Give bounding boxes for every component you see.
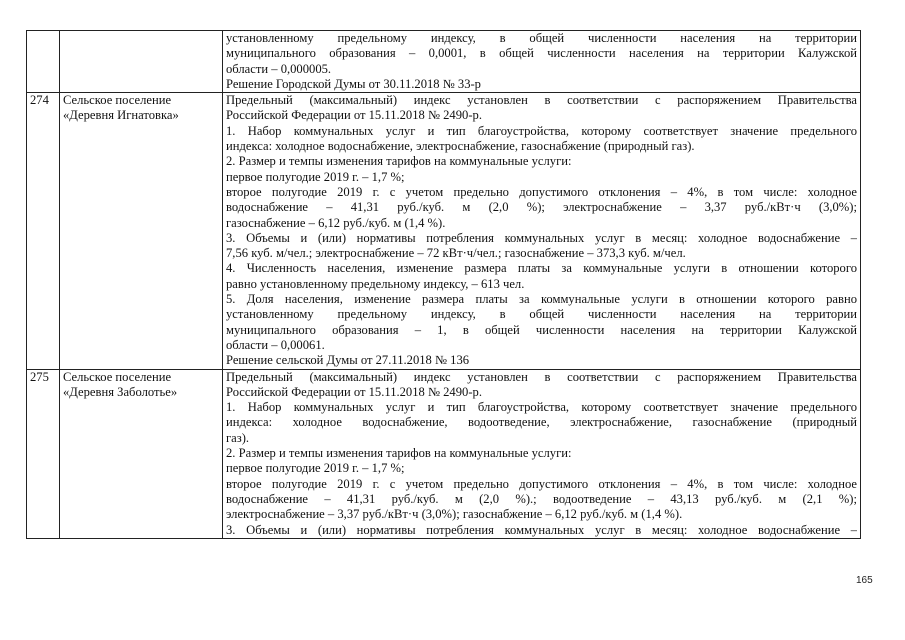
description-line: водоснабжение – 41,31 руб./куб. м (2,0 %); электроснабжение – 3,37 руб./кВт·ч (3,0%); bbox=[226, 200, 857, 215]
tariff-description-cell bbox=[223, 93, 861, 369]
description-line: 3. Объемы и (или) нормативы потребления коммунальных услуг в месяц: холодное водоснабжение – bbox=[226, 230, 857, 245]
row-number-cell bbox=[27, 31, 60, 93]
settlement-name-cell bbox=[60, 369, 223, 538]
description-line: Российской Федерации от 15.11.2018 № 2490-р. bbox=[226, 108, 482, 123]
table-row bbox=[27, 93, 861, 369]
description-line: Предельный (максимальный) индекс установлен в соответствии с распоряжением Правительства bbox=[226, 369, 857, 384]
settlement-name-line: «Деревня Игнатовка» bbox=[63, 108, 179, 123]
description-line: Российской Федерации от 15.11.2018 № 2490-р. bbox=[226, 384, 482, 399]
page-number: 165 bbox=[856, 575, 873, 586]
description-line: муниципального образования – 1, в общей численности населения на территории Калужской bbox=[226, 322, 857, 337]
document-table-body bbox=[27, 31, 861, 539]
description-line: газ). bbox=[226, 430, 250, 445]
tariff-description-cell bbox=[223, 31, 861, 93]
description-line: второе полугодие 2019 г. с учетом предельно допустимого отклонения – 4%, в том числе: холодное bbox=[226, 184, 857, 199]
description-line: 3. Объемы и (или) нормативы потребления коммунальных услуг в месяц: холодное водоснабжение – bbox=[226, 522, 857, 537]
description-line: области – 0,00061. bbox=[226, 337, 325, 352]
document-table bbox=[26, 30, 861, 539]
description-line: индекса: холодное водоснабжение, водоотведение, электроснабжение, газоснабжение (природный bbox=[226, 415, 857, 430]
description-line: 7,56 куб. м/чел.; электроснабжение – 72 кВт·ч/чел.; газоснабжение – 373,3 куб. м/чел. bbox=[226, 246, 686, 261]
description-line: первое полугодие 2019 г. – 1,7 %; bbox=[226, 169, 405, 184]
description-line: электроснабжение – 3,37 руб./кВт·ч (3,0%); газоснабжение – 6,12 руб./куб. м (1,4 %). bbox=[226, 507, 683, 522]
description-line: Предельный (максимальный) индекс установлен в соответствии с распоряжением Правительства bbox=[226, 93, 857, 108]
description-line: 1. Набор коммунальных услуг и тип благоустройства, которому соответствует значение предельного bbox=[226, 400, 857, 415]
description-line: 2. Размер и темпы изменения тарифов на коммунальные услуги: bbox=[226, 154, 572, 169]
row-number-cell: 274 bbox=[27, 93, 60, 369]
description-line: 1. Набор коммунальных услуг и тип благоустройства, которому соответствует значение предельного bbox=[226, 123, 857, 138]
description-line: равно установленному предельному индексу, – 613 чел. bbox=[226, 276, 525, 291]
description-line: индекса: холодное водоснабжение, электроснабжение, газоснабжение (природный газ). bbox=[226, 139, 695, 154]
description-line: второе полугодие 2019 г. с учетом предельно допустимого отклонения – 4%, в том числе: холодное bbox=[226, 476, 857, 491]
settlement-name-cell bbox=[60, 93, 223, 369]
settlement-name-cell bbox=[60, 31, 223, 93]
description-line: газоснабжение – 6,12 руб./куб. м (1,4 %). bbox=[226, 215, 446, 230]
description-line: установленному предельному индексу, в общей численности населения на территории bbox=[226, 307, 857, 322]
description-line: 5. Доля населения, изменение размера платы за коммунальные услуги в отношении которого равно bbox=[226, 292, 857, 307]
table-row bbox=[27, 31, 861, 93]
tariff-description-cell bbox=[223, 369, 861, 538]
description-line: первое полугодие 2019 г. – 1,7 %; bbox=[226, 461, 405, 476]
description-line: 2. Размер и темпы изменения тарифов на коммунальные услуги: bbox=[226, 446, 572, 461]
description-line: Решение Городской Думы от 30.11.2018 № 33-р bbox=[226, 76, 481, 91]
settlement-name-line: Сельское поселение bbox=[63, 369, 172, 384]
description-line: Решение сельской Думы от 27.11.2018 № 136 bbox=[226, 353, 470, 368]
row-number-cell: 275 bbox=[27, 369, 60, 538]
description-line: установленному предельному индексу, в общей численности населения на территории bbox=[226, 31, 857, 45]
description-line: 4. Численность населения, изменение размера платы за коммунальные услуги в отношении которого bbox=[226, 261, 857, 276]
settlement-name-line: «Деревня Заболотье» bbox=[63, 384, 178, 399]
settlement-name-line: Сельское поселение bbox=[63, 93, 172, 108]
table-row bbox=[27, 369, 861, 538]
description-line: водоснабжение – 41,31 руб./куб. м (2,0 %).; водоотведение – 43,13 руб./куб. м (2,1 %); bbox=[226, 491, 857, 506]
description-line: области – 0,000005. bbox=[226, 61, 332, 76]
description-line: муниципального образования – 0,0001, в общей численности населения на территории Калужской bbox=[226, 46, 857, 61]
